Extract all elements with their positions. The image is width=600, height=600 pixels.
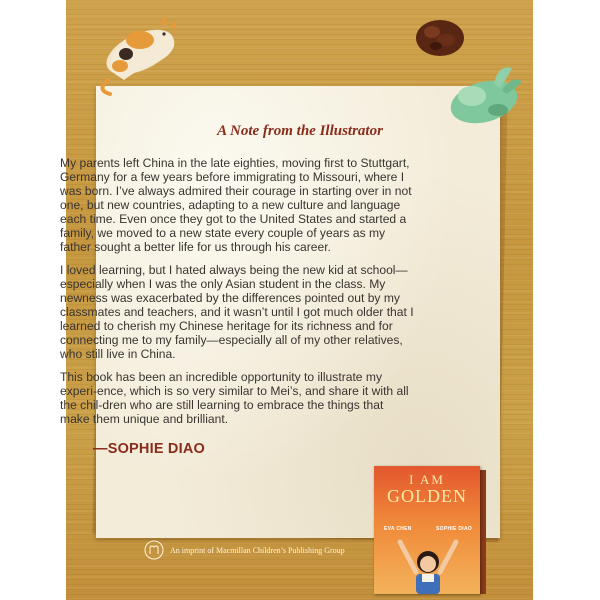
imprint-logo-icon bbox=[144, 540, 164, 560]
book-cover-front bbox=[374, 466, 480, 594]
girl-illustration-icon bbox=[396, 532, 460, 594]
note-body bbox=[60, 156, 416, 435]
book-author: EVA CHEN bbox=[384, 526, 412, 532]
note-paragraph-1: My parents left China in the late eighties, moving first to Stuttgart, Germany for a few years before immigrating to Missouri, where I was born. I’ve always admired their courage in starting over in not one, but new countries, adapting to a new culture and language each time. Even once they got to the United States and started a family, we moved to a new state every couple of years as my father sought a better life for us through his career. bbox=[60, 156, 412, 254]
note-title: A Note from the Illustrator bbox=[217, 123, 383, 139]
chocolate-piece-icon bbox=[412, 14, 468, 60]
book-cover-image bbox=[374, 466, 486, 594]
book-title-line1: I AM bbox=[409, 472, 445, 487]
signature: —SOPHIE DIAO bbox=[93, 441, 205, 457]
book-title-line2: GOLDEN bbox=[387, 486, 467, 506]
jade-rabbit-icon bbox=[442, 62, 524, 128]
imprint-text: An imprint of Macmillan Children’s Publishing Group bbox=[170, 545, 345, 555]
note-paragraph-2: I loved learning, but I hated always being the new kid at school—especially when I was the only Asian student in the class. My newness was exacerbated by the differences pointed out by my classmates and teachers, and it wasn’t until I got much older that I learned to cherish my Chinese heritage for its richness and for connecting me to my family—especially all of my other relatives, who still live in China. bbox=[60, 263, 414, 361]
note-paragraph-3: This book has been an incredible opportunity to illustrate my experi-ence, which is so very similar to Mei’s, and share it with all the chil-dren who are still learning to embrace the things that make them unique and brilliant. bbox=[60, 370, 409, 426]
footer bbox=[144, 540, 345, 560]
cat-figurine-icon bbox=[90, 14, 186, 96]
book-illustrator: SOPHIE DIAO bbox=[436, 526, 473, 532]
